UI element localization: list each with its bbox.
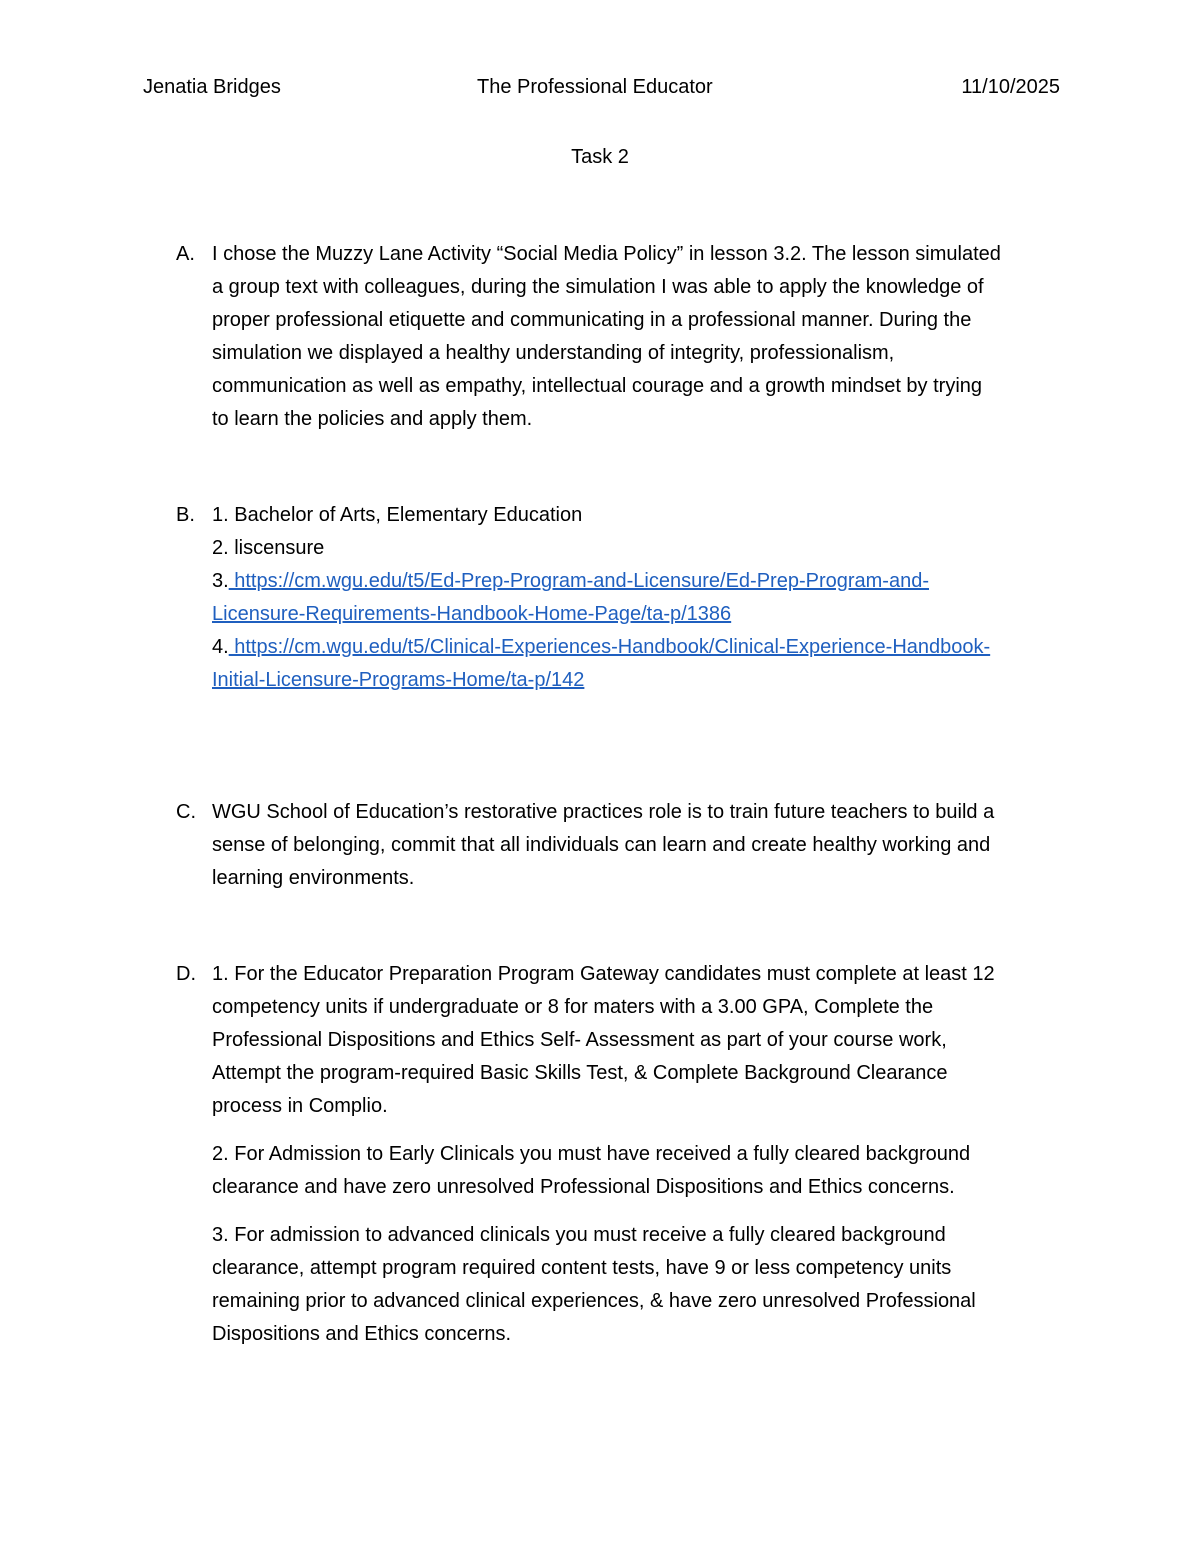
section-d-para3-line: Dispositions and Ethics concerns.	[212, 1323, 512, 1345]
section-b-item-4	[212, 631, 1066, 664]
section-b-item-licensure: 2. liscensure	[212, 537, 325, 559]
licensure-handbook-link[interactable]: https://cm.wgu.edu/t5/Ed-Prep-Program-and-Licensure/Ed-Prep-Program-and-	[228, 570, 929, 592]
section-d-para3-line: clearance, attempt program required content tests, have 9 or less competency units	[212, 1257, 952, 1279]
section-b-item-3-number: 3.	[212, 570, 229, 592]
section-a-line: communication as well as empathy, intellectual courage and a growth mindset by trying	[212, 375, 983, 397]
section-d-text	[212, 958, 1066, 1351]
section-b-list	[212, 499, 1066, 697]
section-d-para3-line: 3. For admission to advanced clinicals you must receive a fully cleared background	[212, 1224, 946, 1246]
section-d-para2-line: 2. For Admission to Early Clinicals you must have received a fully cleared background	[212, 1143, 971, 1165]
clinical-handbook-link[interactable]: https://cm.wgu.edu/t5/Clinical-Experiences-Handbook/Clinical-Experience-Handbook-	[228, 636, 991, 658]
section-d-para2-line: clearance and have zero unresolved Professional Dispositions and Ethics concerns.	[212, 1176, 955, 1198]
clinical-handbook-link-cont[interactable]: Initial-Licensure-Programs-Home/ta-p/142	[212, 669, 585, 691]
licensure-handbook-link-cont[interactable]: Licensure-Requirements-Handbook-Home-Page/ta-p/1386	[212, 603, 732, 625]
section-a-text	[212, 238, 1066, 436]
section-a-line: a group text with colleagues, during the simulation I was able to apply the knowledge of	[212, 276, 984, 298]
task-title: Task 2	[571, 146, 629, 168]
header-course-title: The Professional Educator	[477, 76, 713, 98]
section-a-line: I chose the Muzzy Lane Activity “Social Media Policy” in lesson 3.2. The lesson simulated	[212, 243, 1001, 265]
header-author: Jenatia Bridges	[143, 76, 281, 98]
section-c-line: learning environments.	[212, 867, 415, 889]
section-b-item-degree: 1. Bachelor of Arts, Elementary Education	[212, 504, 583, 526]
section-a-marker: A.	[176, 243, 195, 265]
section-b-item-3-cont	[212, 598, 1066, 631]
section-d-para1-line: Professional Dispositions and Ethics Self- Assessment as part of your course work,	[212, 1029, 947, 1051]
document-header	[143, 74, 1060, 100]
section-d-marker: D.	[176, 963, 196, 985]
section-d-para3-line: remaining prior to advanced clinical experiences, & have zero unresolved Professional	[212, 1290, 976, 1312]
section-c-text	[212, 796, 1066, 895]
section-d-para1-line: process in Complio.	[212, 1095, 388, 1117]
paragraph-gap	[212, 1123, 1066, 1138]
section-b-item-3	[212, 565, 1066, 598]
header-date: 11/10/2025	[961, 76, 1060, 98]
section-a-line: proper professional etiquette and communicating in a professional manner. During the	[212, 309, 972, 331]
section-d-para1-line: competency units if undergraduate or 8 for maters with a 3.00 GPA, Complete the	[212, 996, 934, 1018]
section-c-line: WGU School of Education’s restorative practices role is to train future teachers to build a	[212, 801, 995, 823]
section-b-item-4-cont	[212, 664, 1066, 697]
section-b-item-4-number: 4.	[212, 636, 229, 658]
section-c-marker: C.	[176, 801, 196, 823]
section-d-para1-line: Attempt the program-required Basic Skills Test, & Complete Background Clearance	[212, 1062, 948, 1084]
section-b-marker: B.	[176, 504, 195, 526]
section-a-line: to learn the policies and apply them.	[212, 408, 533, 430]
section-a-line: simulation we displayed a healthy understanding of integrity, professionalism,	[212, 342, 895, 364]
section-d-para1-line: 1. For the Educator Preparation Program Gateway candidates must complete at least 12	[212, 963, 995, 985]
paragraph-gap	[212, 1204, 1066, 1219]
section-c-line: sense of belonging, commit that all individuals can learn and create healthy working and	[212, 834, 991, 856]
